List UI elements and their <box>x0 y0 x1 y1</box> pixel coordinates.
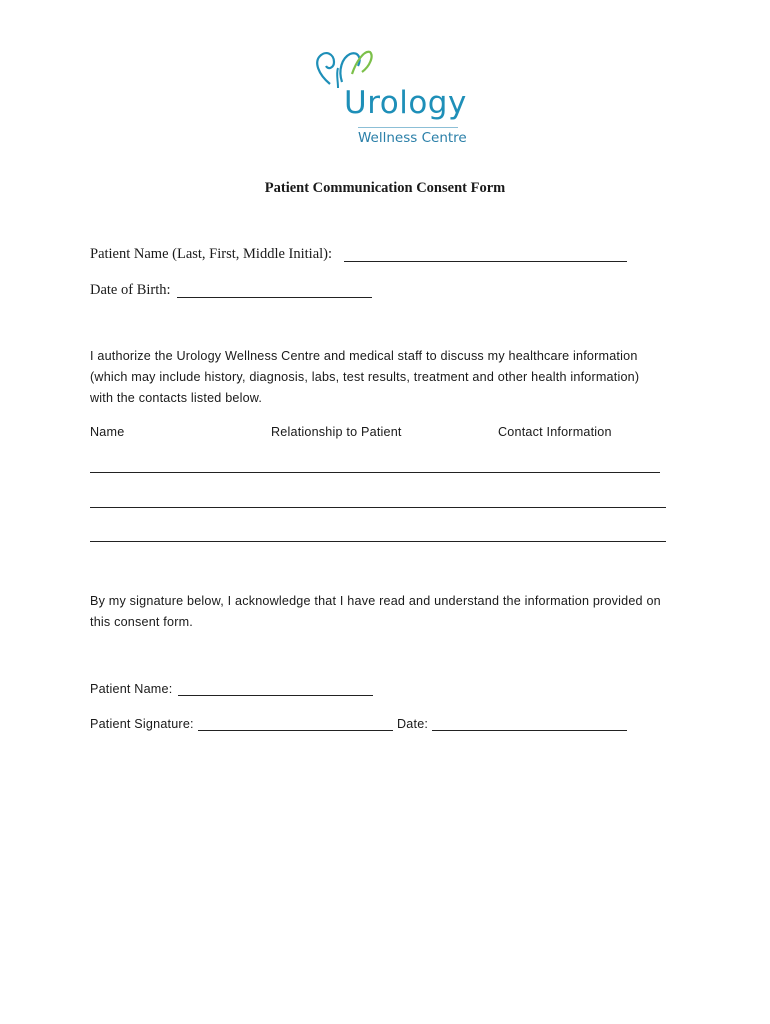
logo-divider <box>358 127 458 128</box>
contact-row-2-field[interactable] <box>90 507 666 508</box>
patient-name-label: Patient Name (Last, First, Middle Initial): <box>90 246 333 262</box>
form-title: Patient Communication Consent Form <box>264 180 506 196</box>
date-field[interactable] <box>432 730 627 731</box>
contact-row-3-field[interactable] <box>90 541 666 542</box>
acknowledgement-line-2: this consent form. <box>90 615 193 629</box>
dob-label: Date of Birth: <box>90 282 171 298</box>
column-header-relationship: Relationship to Patient <box>271 425 402 439</box>
patient-signature-label: Patient Signature: <box>90 717 194 731</box>
logo-subtitle: Wellness Centre <box>358 130 467 146</box>
dob-field[interactable] <box>177 297 372 298</box>
column-header-name: Name <box>90 425 125 439</box>
column-header-contact-info: Contact Information <box>498 425 612 439</box>
authorization-line-3: with the contacts listed below. <box>90 391 263 405</box>
acknowledgement-line-1: By my signature below, I acknowledge that I have read and understand the information provided on <box>90 594 661 608</box>
authorization-line-1: I authorize the Urology Wellness Centre and medical staff to discuss my healthcare information <box>90 349 638 363</box>
authorization-line-2: (which may include history, diagnosis, labs, test results, treatment and other health information) <box>90 370 640 384</box>
patient-name-field[interactable] <box>344 261 627 262</box>
signature-patient-name-field[interactable] <box>178 695 373 696</box>
contact-row-1-field[interactable] <box>90 472 660 473</box>
signature-patient-name-label: Patient Name: <box>90 682 173 696</box>
patient-signature-field[interactable] <box>198 730 393 731</box>
urology-wellness-logo <box>308 44 468 152</box>
logo-wordmark: Urology <box>344 85 467 121</box>
date-label: Date: <box>397 717 429 731</box>
